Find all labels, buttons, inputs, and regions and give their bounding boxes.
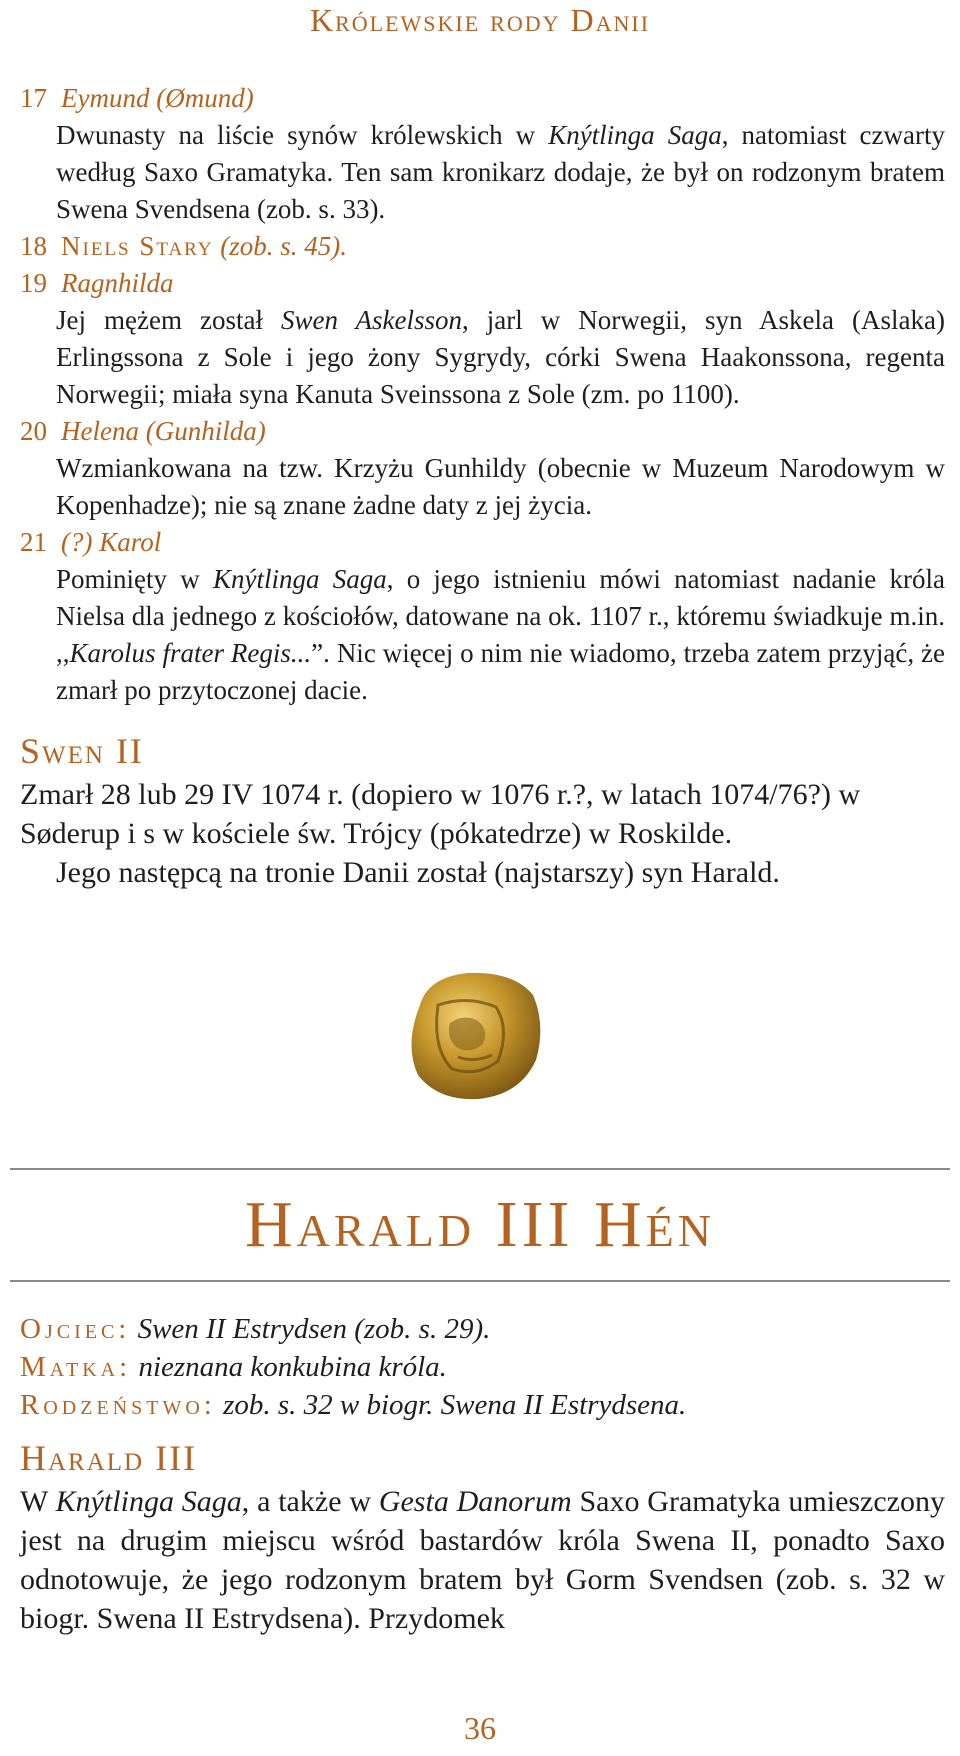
entry-number: 20 — [20, 416, 47, 446]
body-text: Jej mężem został — [56, 305, 281, 335]
saga-title: Knýtlinga Saga — [212, 564, 387, 594]
successor-info: Jego następcą na tronie Danii został (najstarszy) syn Harald. — [56, 856, 780, 889]
genealogy-entries — [20, 80, 945, 892]
mother-label: Matka: — [20, 1351, 132, 1383]
running-head: Królewskie rody Danii — [309, 2, 651, 38]
entry-18-heading — [20, 228, 945, 265]
body-text: , jarl w Norwegii, syn Askela (Aslaka) Erlingssona z Sole i jego żony Sygrydy, córki Swena Haakonssona, regenta Norwegii; miała syna Kanuta Sveinssona z Sole (zm. po 1100). — [56, 305, 945, 409]
entry-name: Eymund (Ømund) — [61, 83, 254, 113]
siblings-label: Rodzeństwo: — [20, 1389, 216, 1421]
mother-row — [20, 1348, 945, 1386]
entry-name: (?) Karol — [61, 527, 162, 557]
entry-19-heading — [20, 265, 945, 302]
swen-death-text — [20, 775, 945, 892]
saga-title: Knýtlinga Saga — [548, 120, 722, 150]
entry-20-body: Wzmiankowana na tzw. Krzyżu Gunhildy (obecnie w Muzeum Narodowym w Kopenhadze); nie są znane żadne daty z jej życia. — [56, 453, 945, 520]
body-text: , o jego istnieniu mówi natomiast nadanie króla Nielsa dla jednego z kościołów, datowane na ok. 1107 r., któremu świadkuje m.in. ,, — [56, 564, 945, 668]
siblings-row — [20, 1386, 945, 1424]
siblings-value: zob. s. 32 w biogr. Swena II Estrydsena. — [215, 1389, 687, 1421]
entry-17-body — [56, 117, 945, 228]
chapter-title: Harald III Hén — [244, 1188, 716, 1261]
body-text: Saxo Gramatyka umieszczony jest na drugim miejscu wśród bastardów króla Swena II, ponadto Saxo odnotowuje, że jego rodzonym bratem był Gorm Svendsen (zob. s. 32 w biogr. Swena II Estrydsena). Przydomek — [20, 1485, 945, 1635]
death-info: Zmarł 28 lub 29 IV 1074 r. (dopiero w 1076 r.?, w latach 1074/76?) w Søderup i s w kościele św. Trójcy (pókatedrze) w Roskilde. — [20, 778, 861, 850]
entry-number: 21 — [20, 527, 47, 557]
father-label: Ojciec: — [20, 1313, 131, 1345]
latin-quote: Karolus frater Regis... — [69, 638, 312, 668]
entry-number: 19 — [20, 268, 47, 298]
entry-19-body — [56, 302, 945, 413]
mother-value: nieznana konkubina króla. — [131, 1351, 447, 1383]
entry-17-heading — [20, 80, 945, 117]
father-row — [20, 1310, 945, 1348]
entry-name: Helena (Gunhilda) — [61, 416, 266, 446]
entry-20-heading — [20, 413, 945, 450]
spouse-name: Swen Askelsson — [280, 305, 462, 335]
entry-21-heading — [20, 524, 945, 561]
section-title-harald: Harald III — [20, 1438, 198, 1478]
entry-number: 17 — [20, 83, 47, 113]
body-text: Dwunasty na liście synów królewskich w — [56, 120, 549, 150]
body-text: Pominięty w — [56, 564, 213, 594]
entry-name: Niels Stary — [61, 231, 214, 261]
entry-name: Ragnhilda — [61, 268, 174, 298]
harald-paragraph — [20, 1482, 945, 1638]
gold-coin-image — [398, 965, 548, 1105]
harald-section — [20, 1436, 945, 1638]
body-text: , a także w — [241, 1485, 379, 1518]
chapter-rule-top — [10, 1168, 950, 1170]
body-text: ”. Nic więcej o nim nie wiadomo, trzeba zatem przyjąć, że zmarł po przytoczonej dacie. — [56, 638, 945, 705]
saga-title: Knýtlinga Saga — [55, 1485, 242, 1518]
entry-number: 18 — [20, 231, 47, 261]
father-value: Swen II Estrydsen (zob. s. 29). — [130, 1313, 491, 1345]
chapter-rule-bottom — [10, 1280, 950, 1282]
gesta-title: Gesta Danorum — [378, 1485, 572, 1518]
section-title-swen: Swen II — [20, 731, 144, 771]
body-text: , natomiast czwarty według Saxo Gramatyka. Ten sam kronikarz dodaje, że był on rodzonym bratem Swena Svendsena (zob. s. 33). — [56, 120, 945, 224]
entry-reference: (zob. s. 45). — [213, 231, 348, 261]
page-number: 36 — [464, 1710, 496, 1746]
body-text: W — [20, 1485, 56, 1518]
entry-21-body — [56, 561, 945, 709]
family-info — [20, 1310, 945, 1424]
